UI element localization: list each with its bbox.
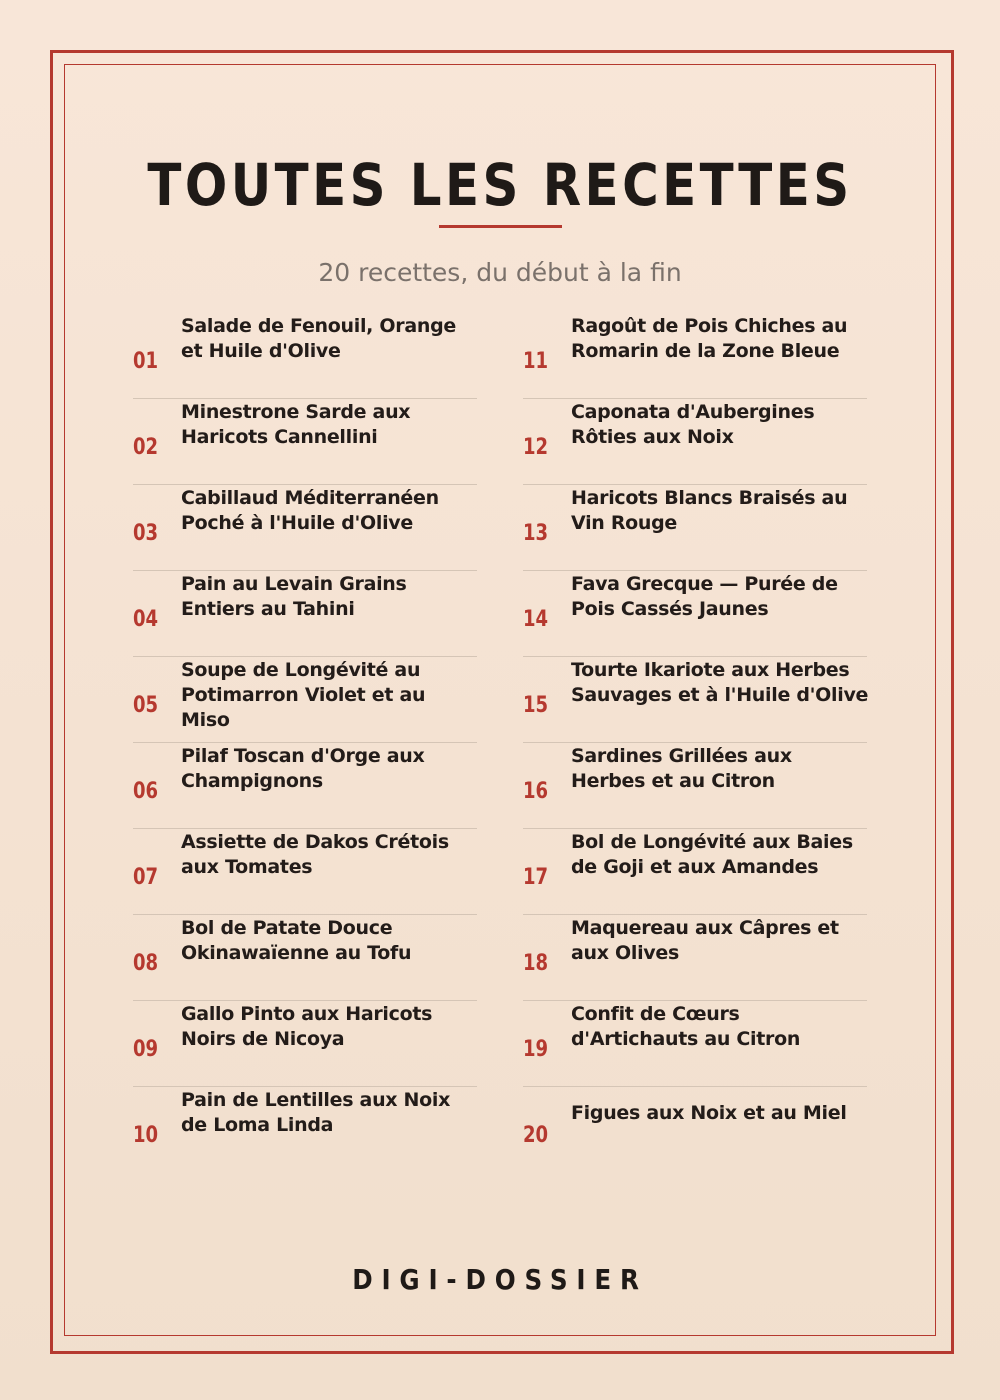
recipe-item <box>523 914 867 1000</box>
recipe-name: Fava Grecque — Purée de Pois Cassés Jaunes <box>571 573 838 620</box>
recipe-item <box>133 742 477 828</box>
recipe-item <box>133 1000 477 1086</box>
recipe-name: Maquereau aux Câpres et aux Olives <box>571 917 839 964</box>
recipe-number: 05 <box>133 693 159 718</box>
recipe-name: Sardines Grillées aux Herbes et au Citron <box>571 745 792 792</box>
recipe-number: 02 <box>133 435 159 460</box>
recipe-name: Minestrone Sarde aux Haricots Cannellini <box>181 401 411 448</box>
recipe-item <box>523 398 867 484</box>
recipe-item <box>523 484 867 570</box>
recipe-number: 06 <box>133 779 159 804</box>
recipe-number: 07 <box>133 865 159 890</box>
recipe-name: Confit de Cœurs d'Artichauts au Citron <box>571 1003 801 1050</box>
recipe-name: Caponata d'Aubergines Rôties aux Noix <box>571 401 815 448</box>
recipe-number: 01 <box>133 348 159 374</box>
recipe-list-right <box>523 312 867 1172</box>
recipe-item <box>523 570 867 656</box>
recipe-name: Pilaf Toscan d'Orge aux Champignons <box>181 745 425 792</box>
recipe-number: 17 <box>523 865 549 890</box>
recipe-number: 15 <box>523 693 549 718</box>
recipe-item <box>133 1086 477 1172</box>
recipe-name: Assiette de Dakos Crétois aux Tomates <box>181 831 449 878</box>
title-underline <box>439 225 562 228</box>
recipe-number: 04 <box>133 607 159 632</box>
recipe-number: 10 <box>133 1123 159 1148</box>
page-title: TOUTES LES RECETTES <box>147 151 853 219</box>
recipe-number: 09 <box>133 1037 159 1062</box>
recipe-name: Pain de Lentilles aux Noix de Loma Linda <box>181 1089 451 1136</box>
recipe-item <box>523 656 867 742</box>
recipe-number: 11 <box>523 348 549 374</box>
page-subtitle: 20 recettes, du début à la fin <box>318 258 682 287</box>
recipe-name: Ragoût de Pois Chiches au Romarin de la Zone Bleue <box>571 315 848 362</box>
recipe-name: Haricots Blancs Braisés au Vin Rouge <box>571 487 848 534</box>
recipe-item <box>133 484 477 570</box>
recipe-number: 08 <box>133 951 159 976</box>
recipe-number: 19 <box>523 1037 549 1062</box>
recipe-name: Tourte Ikariote aux Herbes Sauvages et à l'Huile d'Olive <box>571 659 869 706</box>
recipe-item <box>133 570 477 656</box>
recipe-item <box>523 312 867 398</box>
recipe-number: 18 <box>523 951 549 976</box>
recipe-item <box>133 828 477 914</box>
recipe-number: 20 <box>523 1123 549 1148</box>
recipe-number: 13 <box>523 521 549 546</box>
recipe-item <box>133 914 477 1000</box>
recipe-item <box>523 742 867 828</box>
recipe-item <box>523 1086 867 1172</box>
recipe-name: Pain au Levain Grains Entiers au Tahini <box>181 573 407 620</box>
recipe-name: Soupe de Longévité au Potimarron Violet et au Miso <box>181 659 426 731</box>
brand-footer: DIGI-DOSSIER <box>352 1263 648 1296</box>
recipe-name: Cabillaud Méditerranéen Poché à l'Huile d'Olive <box>181 487 439 534</box>
recipe-number: 12 <box>523 435 549 460</box>
recipe-item <box>523 1000 867 1086</box>
recipe-item <box>523 828 867 914</box>
recipe-item <box>133 312 477 398</box>
recipe-name: Bol de Patate Douce Okinawaïenne au Tofu <box>181 917 412 964</box>
recipe-number: 14 <box>523 607 549 632</box>
recipe-name: Salade de Fenouil, Orange et Huile d'Olive <box>181 315 456 362</box>
recipe-list-left <box>133 312 477 1172</box>
recipe-name: Figues aux Noix et au Miel <box>571 1102 847 1124</box>
recipe-number: 16 <box>523 779 549 804</box>
recipe-number: 03 <box>133 521 159 546</box>
recipe-name: Gallo Pinto aux Haricots Noirs de Nicoya <box>181 1003 433 1050</box>
recipe-name: Bol de Longévité aux Baies de Goji et aux Amandes <box>571 831 853 878</box>
recipe-item <box>133 656 477 742</box>
recipe-item <box>133 398 477 484</box>
